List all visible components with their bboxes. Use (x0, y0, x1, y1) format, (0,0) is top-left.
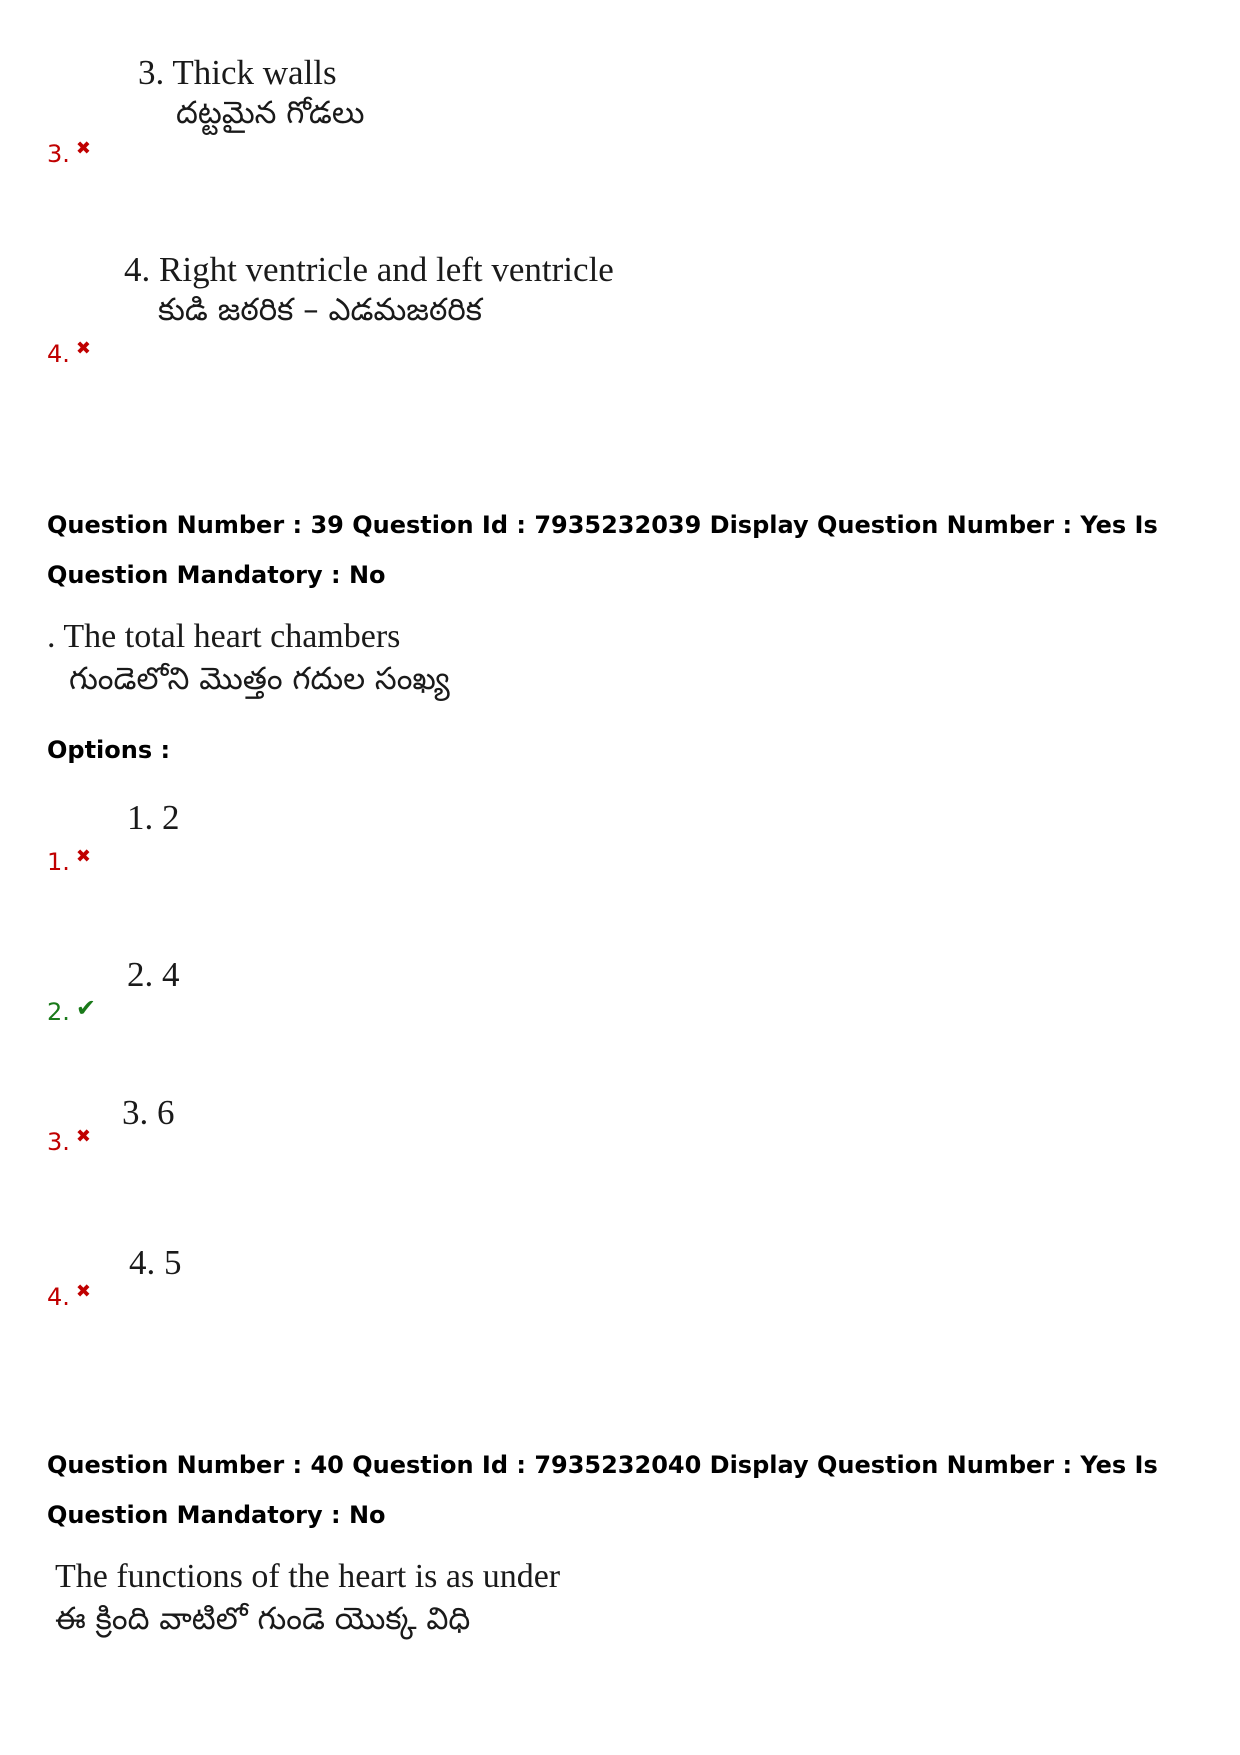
cross-icon: ✖ (75, 138, 91, 159)
question-image-39: . The total heart chambers గుండెలోని మొత్తం గదుల సంఖ్య (47, 618, 450, 697)
option-marker-4: 4. ✖ (47, 1281, 91, 1311)
option-image-2: 2. 4 (127, 955, 180, 994)
option-marker-3: 3. ✖ (47, 1126, 91, 1156)
question-image-40: The functions of the heart is as under ఈ క్రింది వాటిలో గుండె యొక్క విధి (55, 1558, 561, 1637)
option-marker-3: 3. ✖ (47, 138, 91, 168)
cross-icon: ✖ (75, 338, 91, 359)
option-marker-2: 2. ✔ (47, 994, 97, 1026)
option-marker-4: 4. ✖ (47, 338, 91, 368)
option-image-4: 4. 5 (129, 1243, 182, 1282)
cross-icon: ✖ (75, 846, 91, 867)
question-header-39: Question Number : 39 Question Id : 7935232039 Display Question Number : Yes Is Question Mandatory : No (47, 511, 1158, 589)
cross-icon: ✖ (75, 1281, 91, 1302)
option-image-3: 3. 6 (122, 1093, 175, 1132)
option-image-3: 3. Thick walls దట్టమైన గోడలు (138, 53, 365, 131)
option-marker-1: 1. ✖ (47, 846, 91, 876)
checkmark-icon: ✔ (75, 994, 97, 1022)
options-label-39: Options : (47, 736, 171, 764)
option-image-4: 4. Right ventricle and left ventricle కుడి జఠరిక – ఎడమజఠరిక (124, 250, 614, 328)
question-header-40: Question Number : 40 Question Id : 7935232040 Display Question Number : Yes Is Question Mandatory : No (47, 1451, 1158, 1529)
cross-icon: ✖ (75, 1126, 91, 1147)
option-image-1: 1. 2 (127, 798, 180, 837)
